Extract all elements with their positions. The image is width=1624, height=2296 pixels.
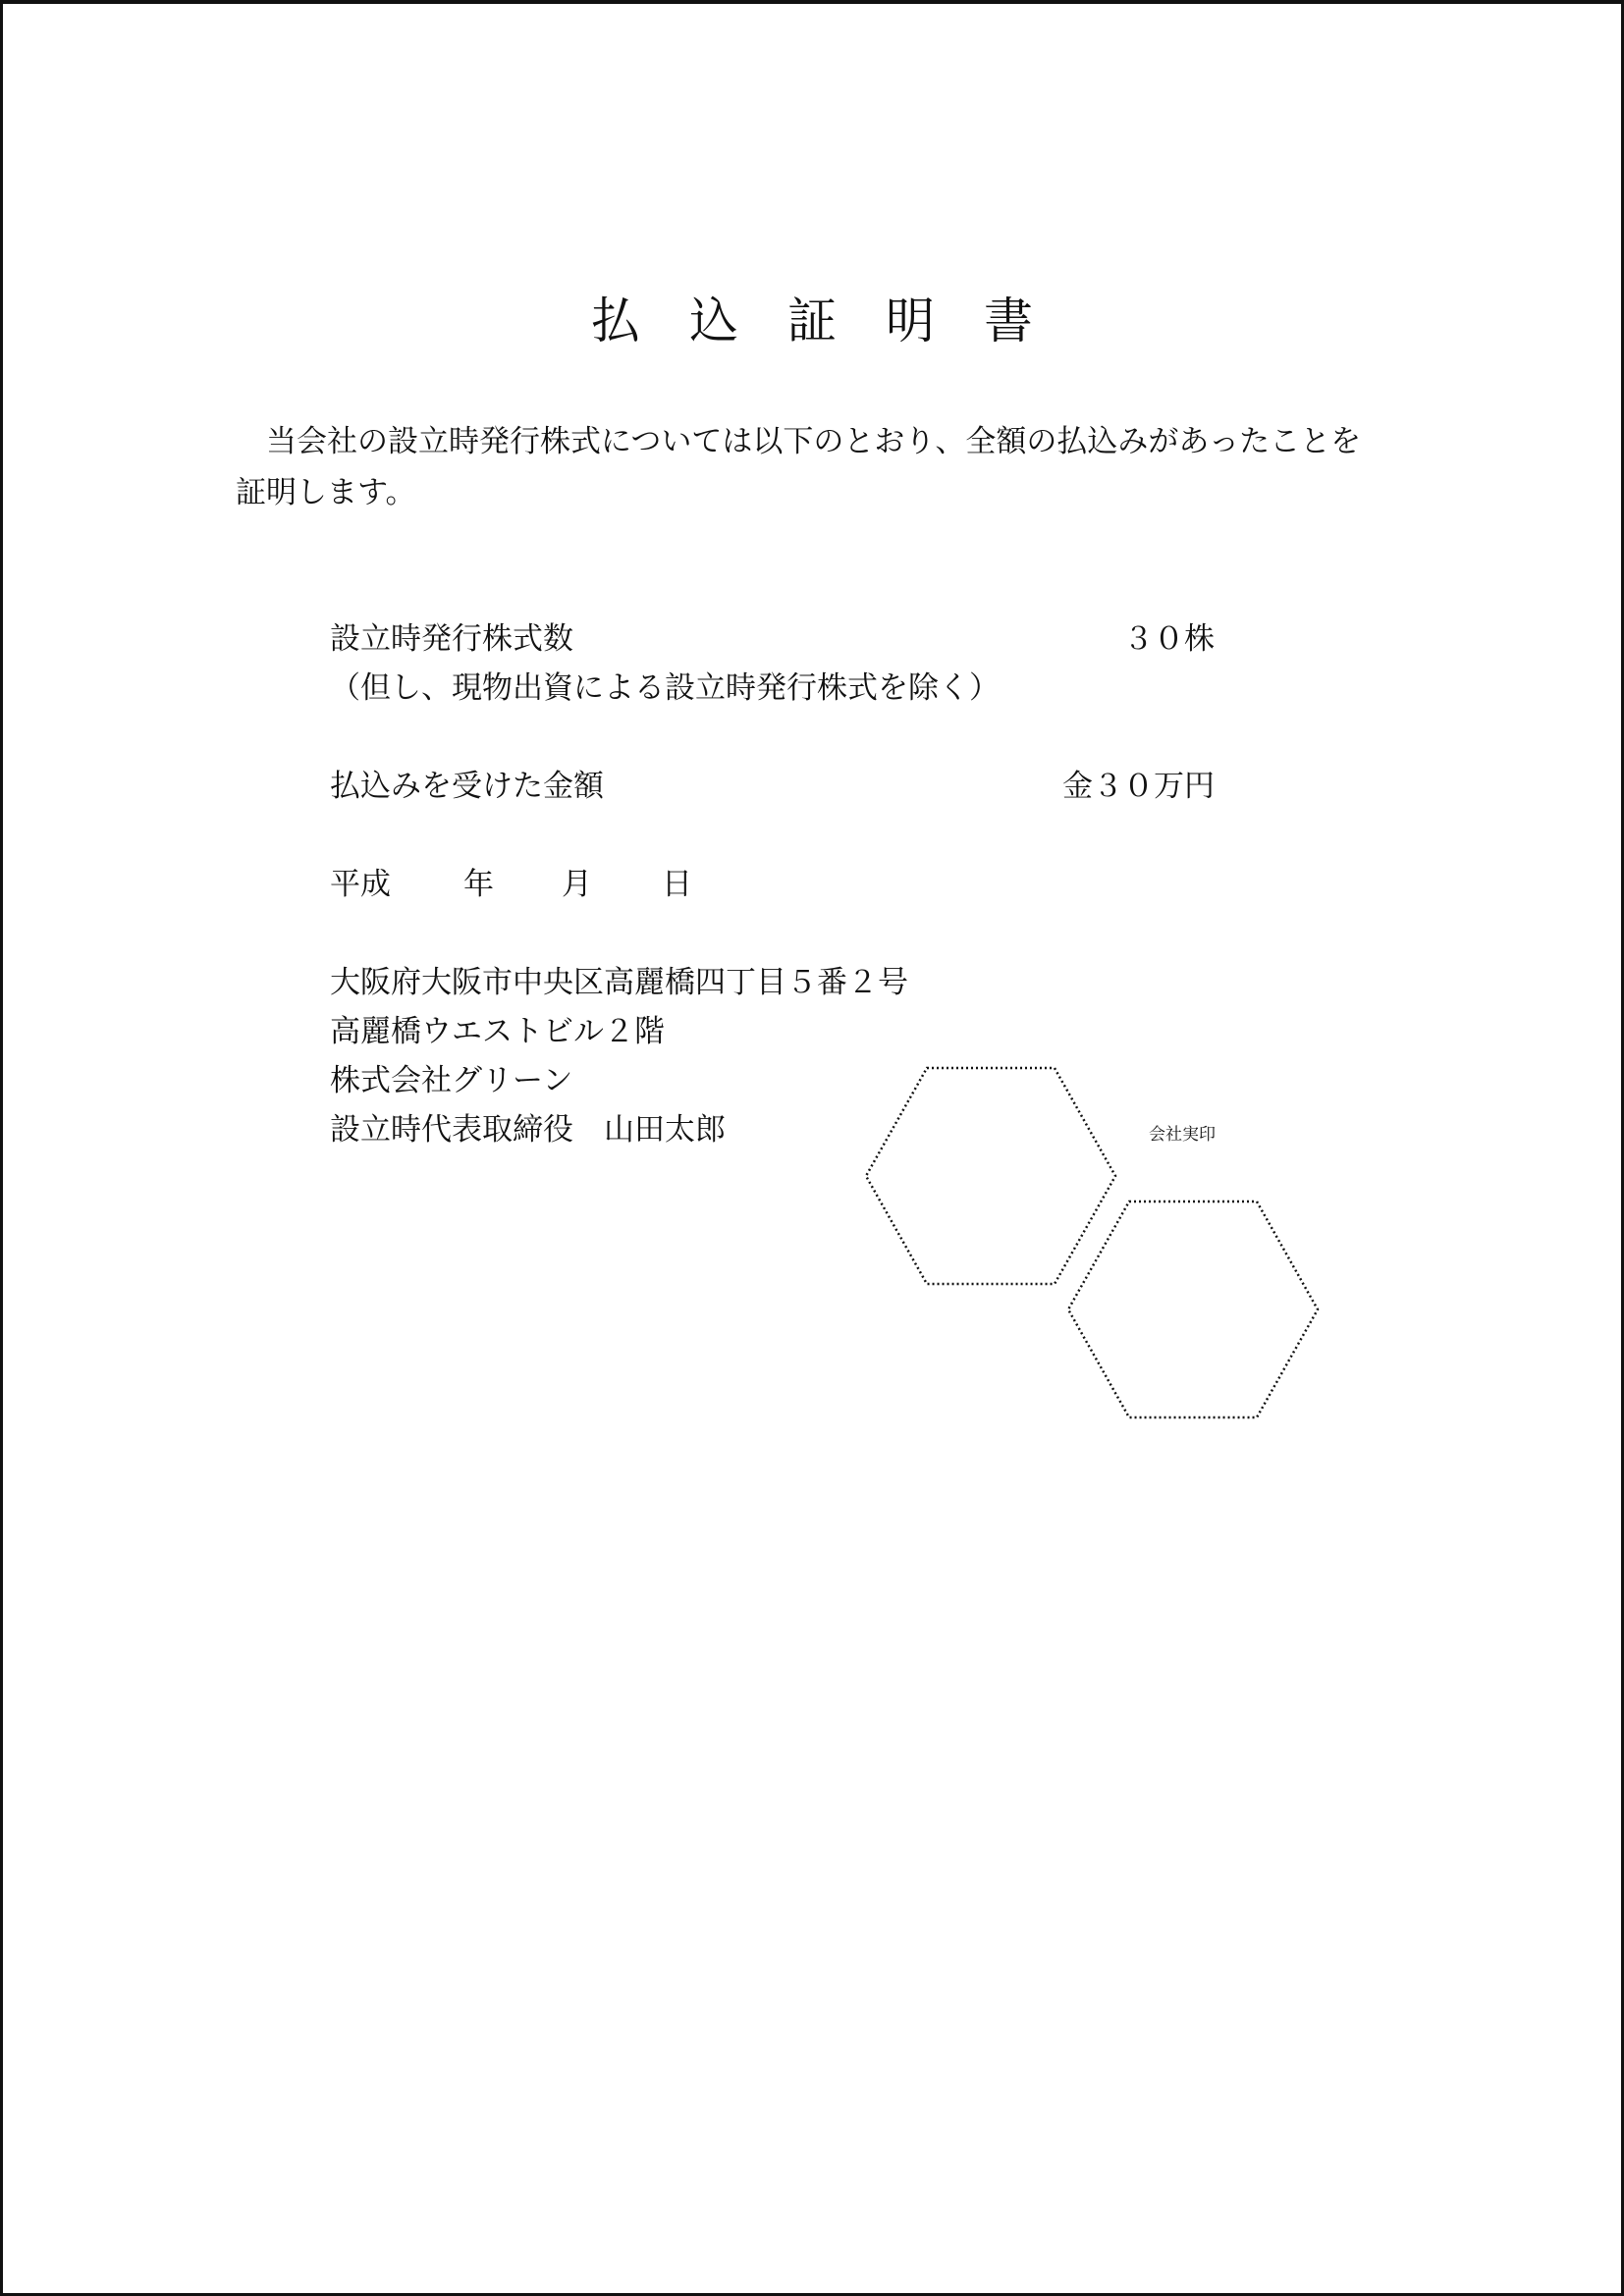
shares-label: 設立時発行株式数	[330, 621, 573, 657]
date-year: 年	[463, 867, 494, 902]
shares-note: （但し、現物出資による設立時発行株式を除く）	[330, 670, 1000, 706]
document-title: 払 込 証 明 書	[591, 293, 1033, 349]
company-address-line2: 高麗橋ウエストビル２階	[330, 1014, 665, 1049]
date-day: 日	[662, 867, 692, 902]
date-era: 平成	[330, 867, 391, 902]
company-name: 株式会社グリーン	[330, 1063, 573, 1098]
company-representative: 設立時代表取締役 山田太郎	[330, 1112, 726, 1148]
payment-label: 払込みを受けた金額	[330, 769, 604, 804]
intro-paragraph: 当会社の設立時発行株式については以下のとおり、全額の払込みがあったことを証明します。	[236, 424, 1362, 510]
date-month: 月	[562, 867, 592, 902]
seal-caption: 会社実印	[1149, 1125, 1216, 1145]
payment-value: 金３０万円	[1062, 769, 1215, 804]
company-address-line1: 大阪府大阪市中央区高麗橋四丁目５番２号	[330, 965, 908, 1000]
shares-value: ３０株	[1123, 621, 1215, 657]
